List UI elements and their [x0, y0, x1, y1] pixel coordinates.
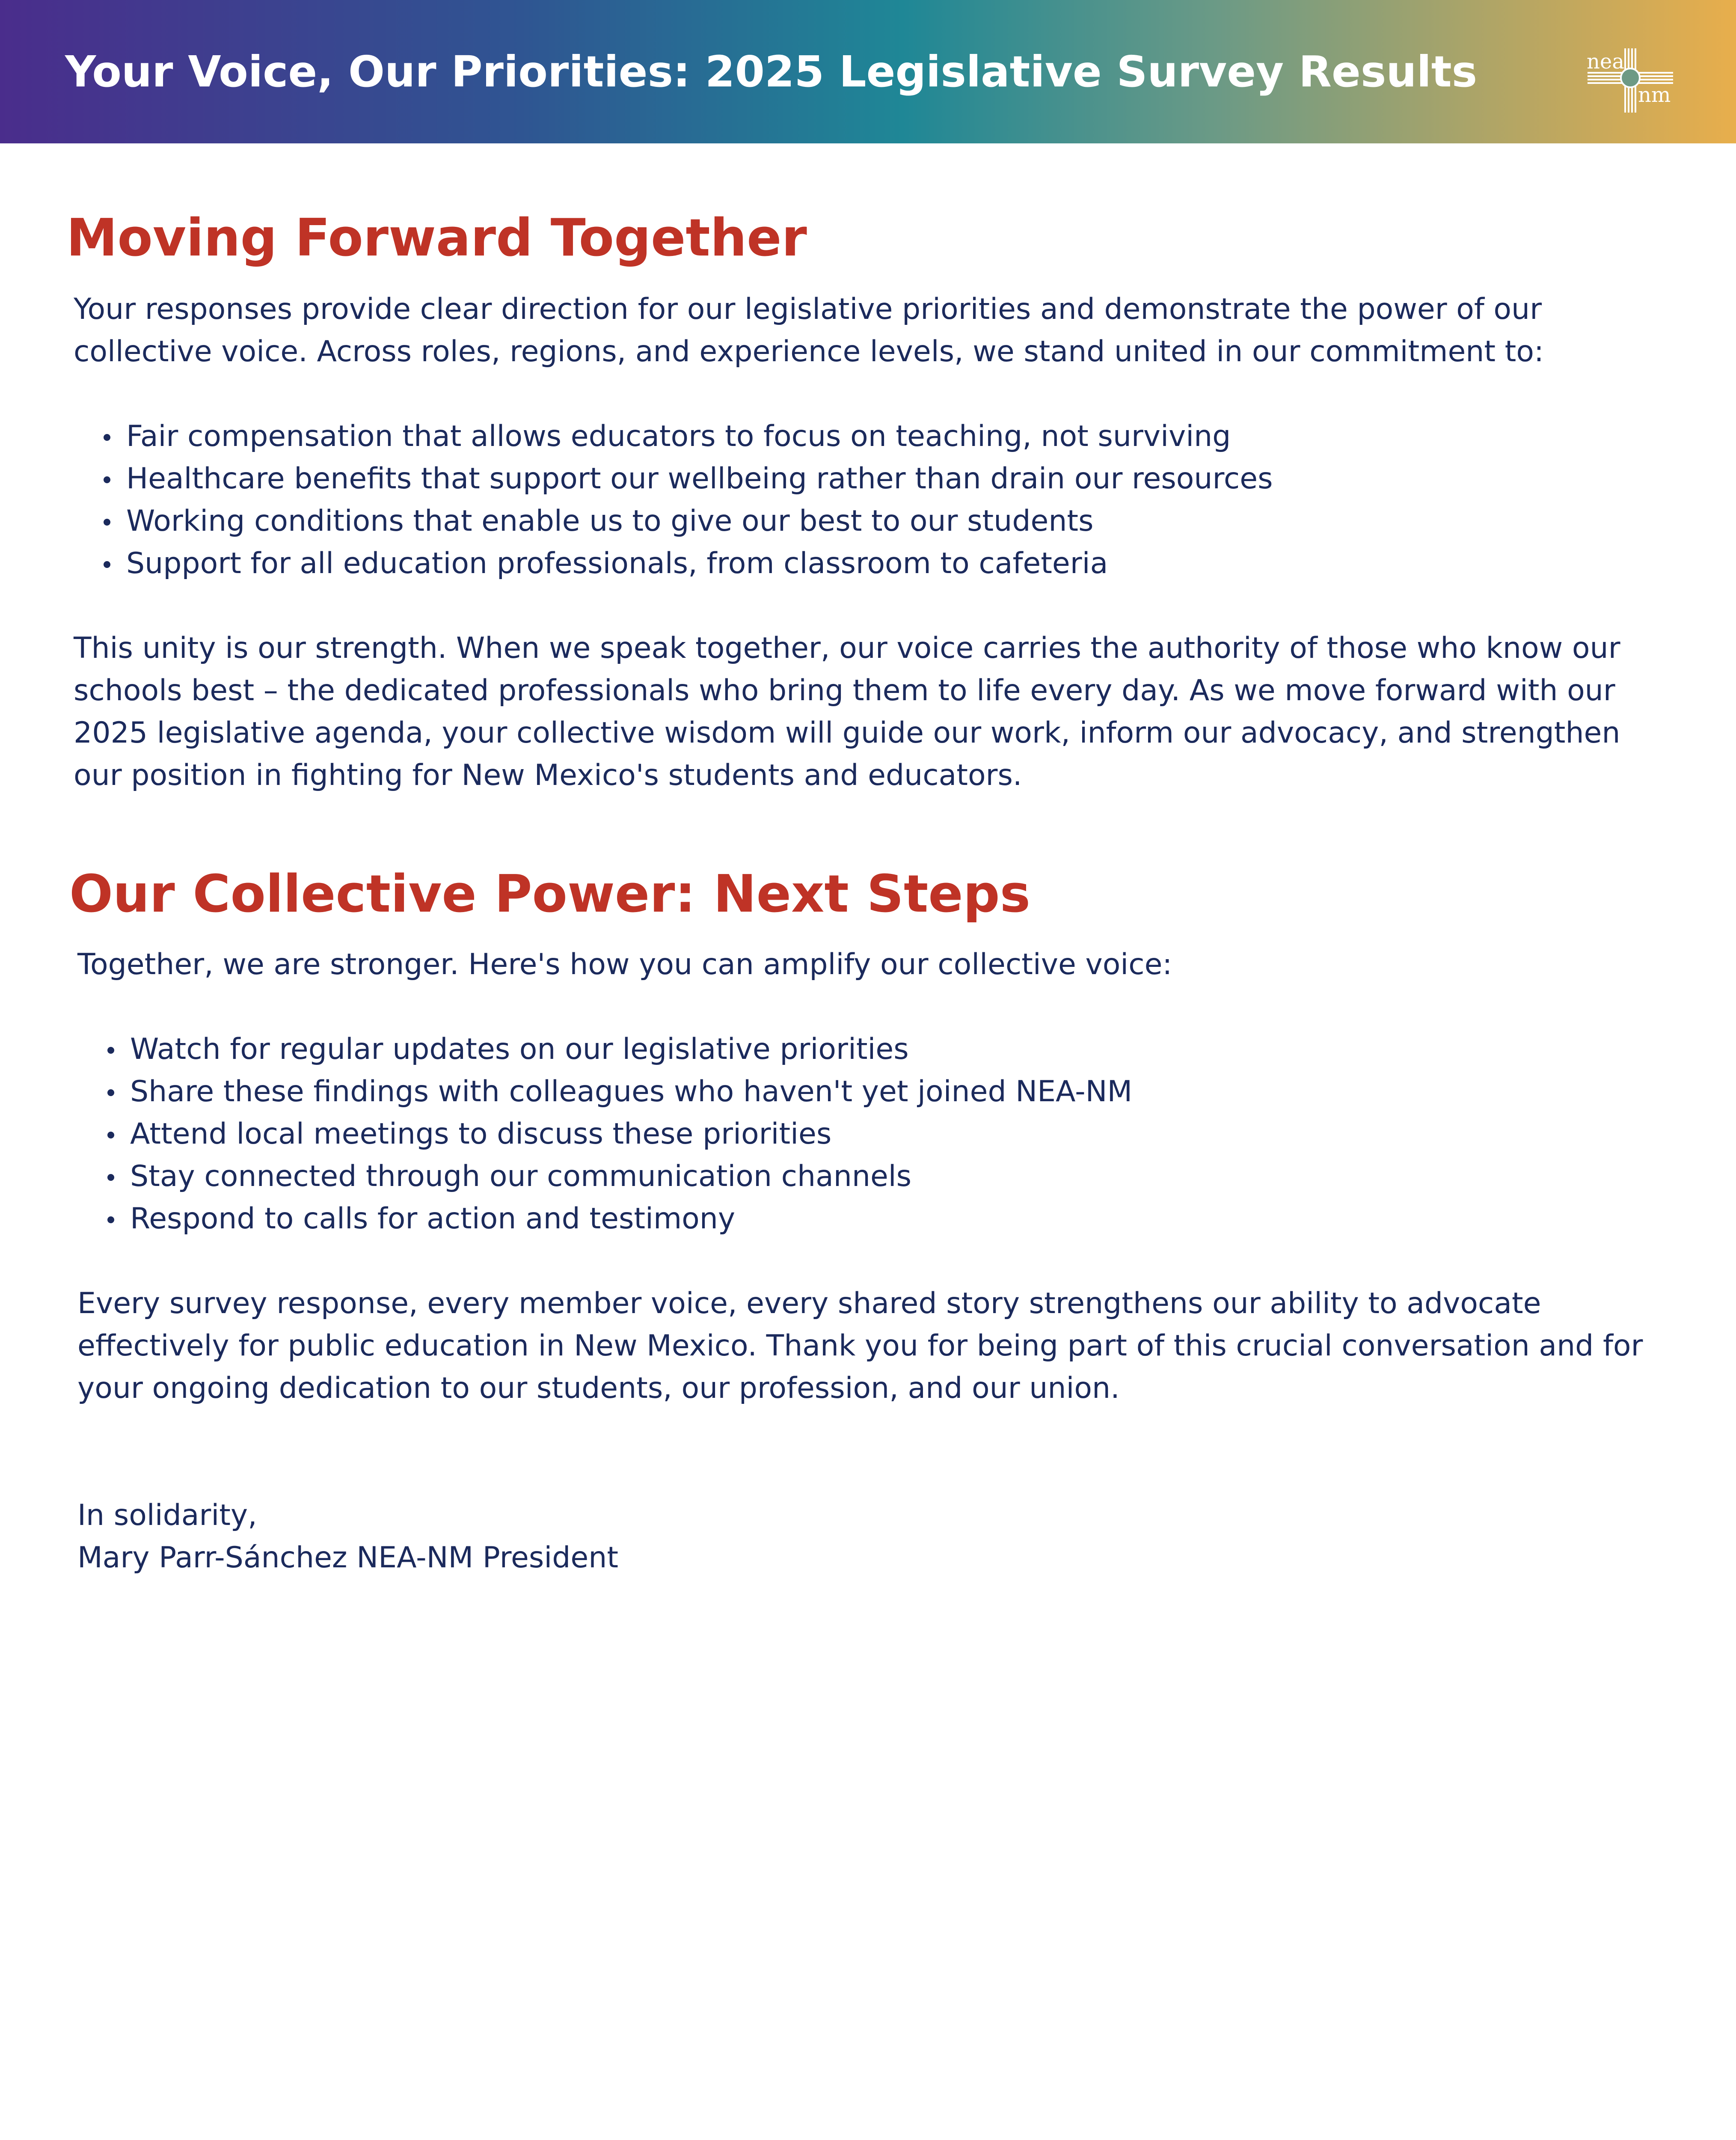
zia-sun-logo-icon — [1583, 46, 1677, 115]
next-steps-list — [77, 1028, 1669, 1240]
signature-salutation: In solidarity, — [77, 1498, 257, 1532]
section-intro: Your responses provide clear direction for our legislative priorities and demonstrate the power of our collective voice. Across roles, regions, and experience levels, we stand united in our commitment to: — [74, 292, 1544, 369]
signature-signer: Mary Parr-Sánchez NEA-NM President — [77, 1541, 618, 1575]
logo-text-bottom: nm — [1638, 83, 1671, 107]
page-title: Your Voice, Our Priorities: 2025 Legislative Survey Results — [65, 47, 1478, 97]
section-heading-moving-forward: Moving Forward Together — [66, 208, 807, 268]
logo-text-top: nea — [1587, 50, 1624, 74]
list-item: Share these findings with colleagues who haven't yet joined NEA-NM — [77, 1070, 1669, 1113]
section-closing: Every survey response, every member voice, every shared story strengthens our ability to advocate effectively for public education in New Mexico. Thank you for being part of this crucial conversation and for your ongoing dedication to our students, our profession, and our union. — [77, 1287, 1643, 1405]
section-moving-forward-body — [74, 288, 1665, 797]
section-closing: This unity is our strength. When we speak together, our voice carries the authority of those who know our schools best – the dedicated professionals who bring them to life every day. As we move forward with our 2025 legislative agenda, your collective wisdom will guide our work, inform our advocacy, and strengthen our position in fighting for New Mexico's students and educators. — [74, 631, 1620, 792]
header-banner — [0, 0, 1736, 143]
list-item: Attend local meetings to discuss these priorities — [77, 1113, 1669, 1155]
section-next-steps-body — [77, 943, 1669, 1579]
list-item: Fair compensation that allows educators to focus on teaching, not surviving — [74, 415, 1665, 458]
list-item: Stay connected through our communication channels — [77, 1155, 1669, 1198]
list-item: Support for all education professionals, from classroom to cafeteria — [74, 542, 1665, 585]
section-heading-next-steps: Our Collective Power: Next Steps — [69, 865, 1031, 924]
section-intro: Together, we are stronger. Here's how you can amplify our collective voice: — [77, 948, 1172, 981]
list-item: Respond to calls for action and testimony — [77, 1198, 1669, 1240]
list-item: Watch for regular updates on our legislative priorities — [77, 1028, 1669, 1070]
list-item: Healthcare benefits that support our wellbeing rather than drain our resources — [74, 458, 1665, 500]
list-item: Working conditions that enable us to give our best to our students — [74, 500, 1665, 542]
commitment-list — [74, 415, 1665, 585]
